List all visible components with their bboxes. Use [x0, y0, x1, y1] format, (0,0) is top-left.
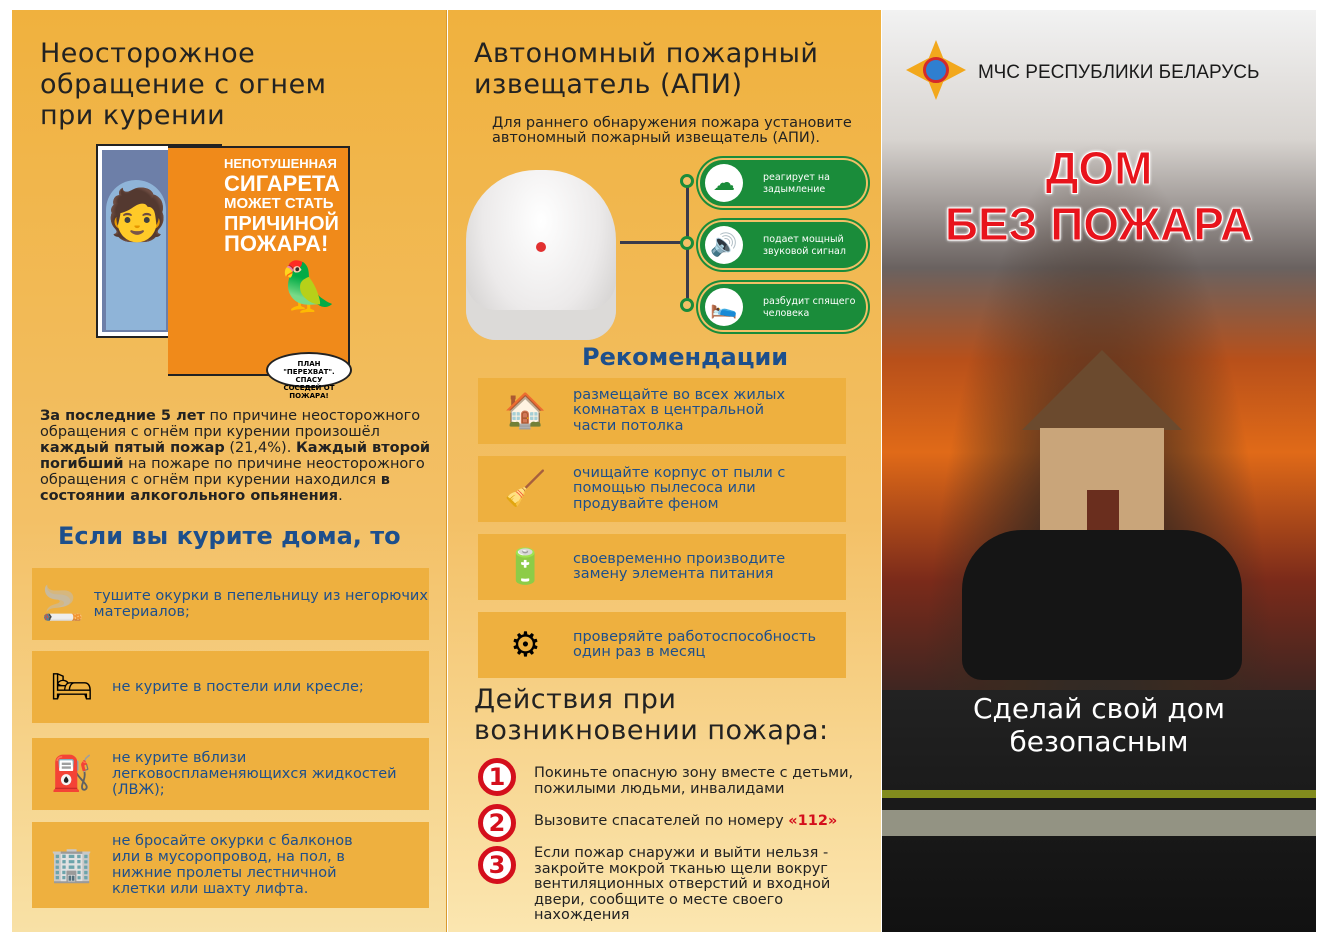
house-icon: 🏠 [504, 391, 547, 431]
tip-item [32, 738, 429, 810]
action-text [534, 846, 844, 924]
recommendation-item [478, 378, 846, 444]
stat-text: на пожаре по причине неосторожного обращения с огнём при курении находился [40, 456, 425, 488]
feature-pill [700, 222, 866, 268]
canister-icon: ⛽ [50, 754, 94, 794]
comic-text: МОЖЕТ СТАТЬ [224, 195, 334, 212]
bed-icon: 🛏 [50, 667, 94, 707]
step-number: 2 [478, 804, 516, 842]
mchs-emblem-icon [906, 40, 966, 100]
action-text [534, 758, 874, 797]
tip-text: не курите в постели или кресле; [112, 679, 364, 695]
comic-text: ПОЖАРА! [224, 231, 329, 256]
firefighter-gloves-image [962, 530, 1242, 680]
emergency-number: «112» [788, 813, 838, 829]
feature-text: подает мощный звуковой сигнал [763, 234, 846, 257]
connector-dot [680, 174, 694, 188]
balcony-icon: 🏢 [50, 845, 94, 885]
action-text-content: Если пожар снаружи и выйти нельзя - закройте мокрой тканью щели вокруг вентиляционных отверстий и входной двери, сообщите о месте своего нахождения [534, 845, 831, 923]
vacuum-cleaner-icon: 🧹 [504, 469, 547, 509]
stat-bold: Каждый второй погибший [40, 440, 431, 472]
connector-dot [680, 236, 694, 250]
api-title [474, 38, 818, 100]
connector-line [620, 241, 688, 244]
stat-bold: каждый пятый пожар [40, 440, 225, 456]
tip-item [32, 568, 429, 640]
battery-icon: 🔋 [504, 547, 547, 587]
title-line: Действия при [474, 684, 677, 715]
title-line: Автономный пожарный [474, 38, 819, 69]
organization-name: МЧС РЕСПУБЛИКИ БЕЛАРУСЬ [978, 62, 1260, 83]
recommendations-title: Рекомендации [582, 343, 789, 371]
recommendation-text: проверяйте работоспособность один раз в месяц [573, 628, 816, 660]
recommendation-text: очищайте корпус от пыли с помощью пылесоса или продувайте феном [573, 464, 786, 512]
right-panel [882, 10, 1316, 932]
connector-dot [680, 298, 694, 312]
slogan [882, 692, 1316, 758]
step-number: 1 [478, 758, 516, 796]
slogan-line: безопасным [1009, 725, 1189, 758]
title-line: при курении [40, 100, 226, 131]
comic-orange-box [168, 146, 350, 376]
action-text-content: Вызовите спасателей по номеру [534, 813, 789, 829]
title-line: обращение с огнем [40, 69, 327, 100]
speaker-icon: 🔊 [705, 226, 743, 264]
action-item [478, 846, 844, 924]
house-in-hands-image [1012, 350, 1192, 560]
gear-check-icon: ⚙ [510, 625, 541, 665]
title-line: ДОМ [1045, 142, 1153, 194]
step-number: 3 [478, 846, 516, 884]
action-item [478, 758, 874, 797]
feature-pill [700, 160, 866, 206]
speech-bubble: ПЛАН "ПЕРЕХВАТ". СПАСУ СОСЕДЕЙ ОТ ПОЖАРА! [266, 352, 352, 388]
comic-text: ПРИЧИНОЙ [224, 213, 339, 235]
left-title [40, 38, 327, 131]
feature-text: реагирует на задымление [763, 172, 830, 195]
feature-text: разбудит спящего человека [763, 296, 856, 319]
title-line: БЕЗ ПОЖАРА [944, 198, 1254, 250]
title-line: извещатель (АПИ) [474, 69, 743, 100]
recommendation-item [478, 534, 846, 600]
recommendation-item [478, 456, 846, 522]
actions-title [474, 684, 829, 746]
smoking-subtitle: Если вы курите дома, то [58, 522, 401, 550]
comic-text: СИГАРЕТА [224, 171, 340, 196]
statistics-text [40, 408, 445, 504]
comic-text: НЕПОТУШЕННАЯ [224, 156, 337, 171]
sleeping-person-icon: 🛌 [705, 288, 743, 326]
recommendation-text: своевременно производите замену элемента питания [573, 550, 786, 582]
parrot-icon: 🦜 [278, 259, 338, 315]
ashtray-icon: 🚬 [41, 584, 84, 624]
action-text-content: Покиньте опасную зону вместе с детьми, пожилыми людьми, инвалидами [534, 765, 854, 797]
recommendation-text: размещайте во всех жилых комнатах в центральной части потолка [573, 386, 786, 434]
stat-text: по причине неосторожного обращения с огнём при курении произошёл [40, 408, 421, 440]
tip-item [32, 651, 429, 723]
slogan-line: Сделай свой дом [972, 692, 1226, 725]
tip-text: не курите вблизи легковоспламеняющихся жидкостей (ЛВЖ); [112, 750, 397, 798]
comic-illustration [98, 146, 388, 400]
smoke-icon: ☁ [705, 164, 743, 202]
title-line: возникновении пожара: [474, 715, 829, 746]
api-intro: Для раннего обнаружения пожара установите автономный пожарный извещатель (АПИ). [492, 115, 852, 146]
stat-text: (21,4%). [224, 440, 296, 456]
action-item [478, 804, 874, 842]
tip-text: тушите окурки в пепельницу из негорючих материалов; [93, 588, 428, 620]
title-line: Неосторожное [40, 38, 256, 69]
smoke-detector-image [466, 170, 616, 340]
middle-panel [448, 10, 881, 932]
tip-item [32, 822, 429, 908]
left-panel [12, 10, 447, 932]
tip-text: не бросайте окурки с балконов или в мусоропровод, на пол, в нижние пролеты лестничной клетки или шахту лифта. [112, 833, 353, 897]
man-figure-icon: 🧑 [106, 180, 166, 330]
stat-bold: в состоянии алкогольного опьянения [40, 472, 390, 504]
stat-bold: За последние 5 лет [40, 408, 205, 424]
brochure-title [882, 140, 1316, 252]
feature-pill [700, 284, 866, 330]
recommendation-item [478, 612, 846, 678]
indicator-light-icon [536, 242, 546, 252]
action-text [534, 804, 874, 842]
stat-text: . [338, 488, 343, 504]
